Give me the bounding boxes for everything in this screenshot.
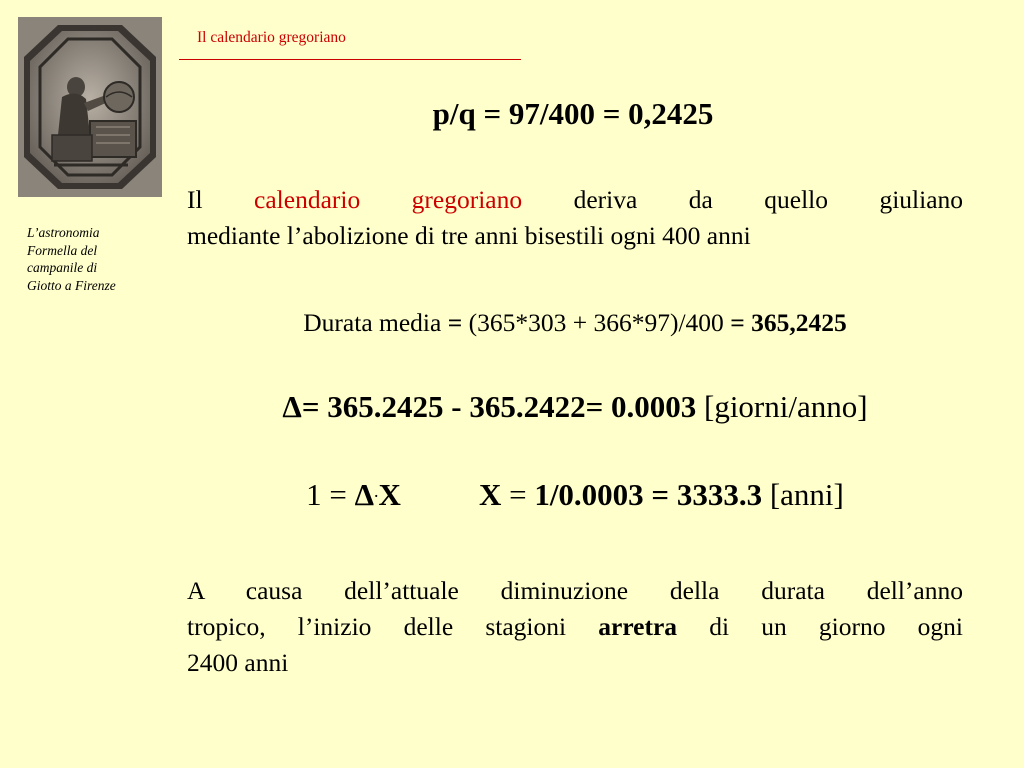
closing-line-3: 2400 anni <box>187 648 289 677</box>
closing-paragraph <box>187 573 963 681</box>
arretra-bold: arretra <box>598 612 678 641</box>
caption-line: campanile di <box>27 260 98 275</box>
caption-line: L’astronomia <box>27 225 100 240</box>
delta-expression: = 365.2425 - 365.2422= 0.0003 <box>301 389 697 424</box>
eq-right-x: X <box>478 477 502 512</box>
durata-label: Durata media <box>303 308 448 337</box>
delta-symbol: Δ <box>282 389 302 424</box>
eq-left-x: X <box>378 477 401 512</box>
durata-equals: = <box>447 308 463 337</box>
eq-delta-symbol: Δ <box>354 477 375 512</box>
image-caption <box>27 224 167 294</box>
durata-result: = 365,2425 <box>730 308 847 337</box>
eq-unit: [anni] <box>762 477 844 512</box>
caption-line: Giotto a Firenze <box>27 277 116 293</box>
intro-line-1 <box>187 182 963 218</box>
caption-line: Formella del <box>27 242 98 258</box>
eq-left-number: 1 = <box>306 477 355 512</box>
closing-text-a: tropico, l’inizio delle stagioni <box>187 612 599 641</box>
delta-line <box>187 389 963 425</box>
intro-paragraph <box>187 182 963 254</box>
calendario-gregoriano-highlight: calendario gregoriano <box>254 185 523 214</box>
x-equation-line <box>187 477 963 513</box>
intro-text-b: deriva da quello giuliano <box>573 185 964 214</box>
durata-media-line <box>187 308 963 338</box>
eq-right-value: 1/0.0003 = 3333.3 <box>534 477 763 512</box>
closing-line-2 <box>187 609 963 645</box>
eq-dot: . <box>374 481 379 501</box>
eq-right-equals: = <box>501 477 535 512</box>
durata-expression: (365*303 + 366*97)/400 <box>462 308 731 337</box>
intro-text-a: Il <box>187 185 203 214</box>
intro-line-2: mediante l’abolizione di tre anni bisestili ogni 400 anni <box>187 221 751 250</box>
pq-formula: p/q = 97/400 = 0,2425 <box>432 96 714 131</box>
slide-header-title: Il calendario gregoriano <box>197 29 346 46</box>
header-divider <box>179 59 521 60</box>
delta-unit: [giorni/anno] <box>696 389 868 424</box>
closing-text-b: di un giorno ogni <box>677 612 963 641</box>
closing-line-1: A causa dell’attuale diminuzione della durata dell’anno <box>187 576 963 605</box>
